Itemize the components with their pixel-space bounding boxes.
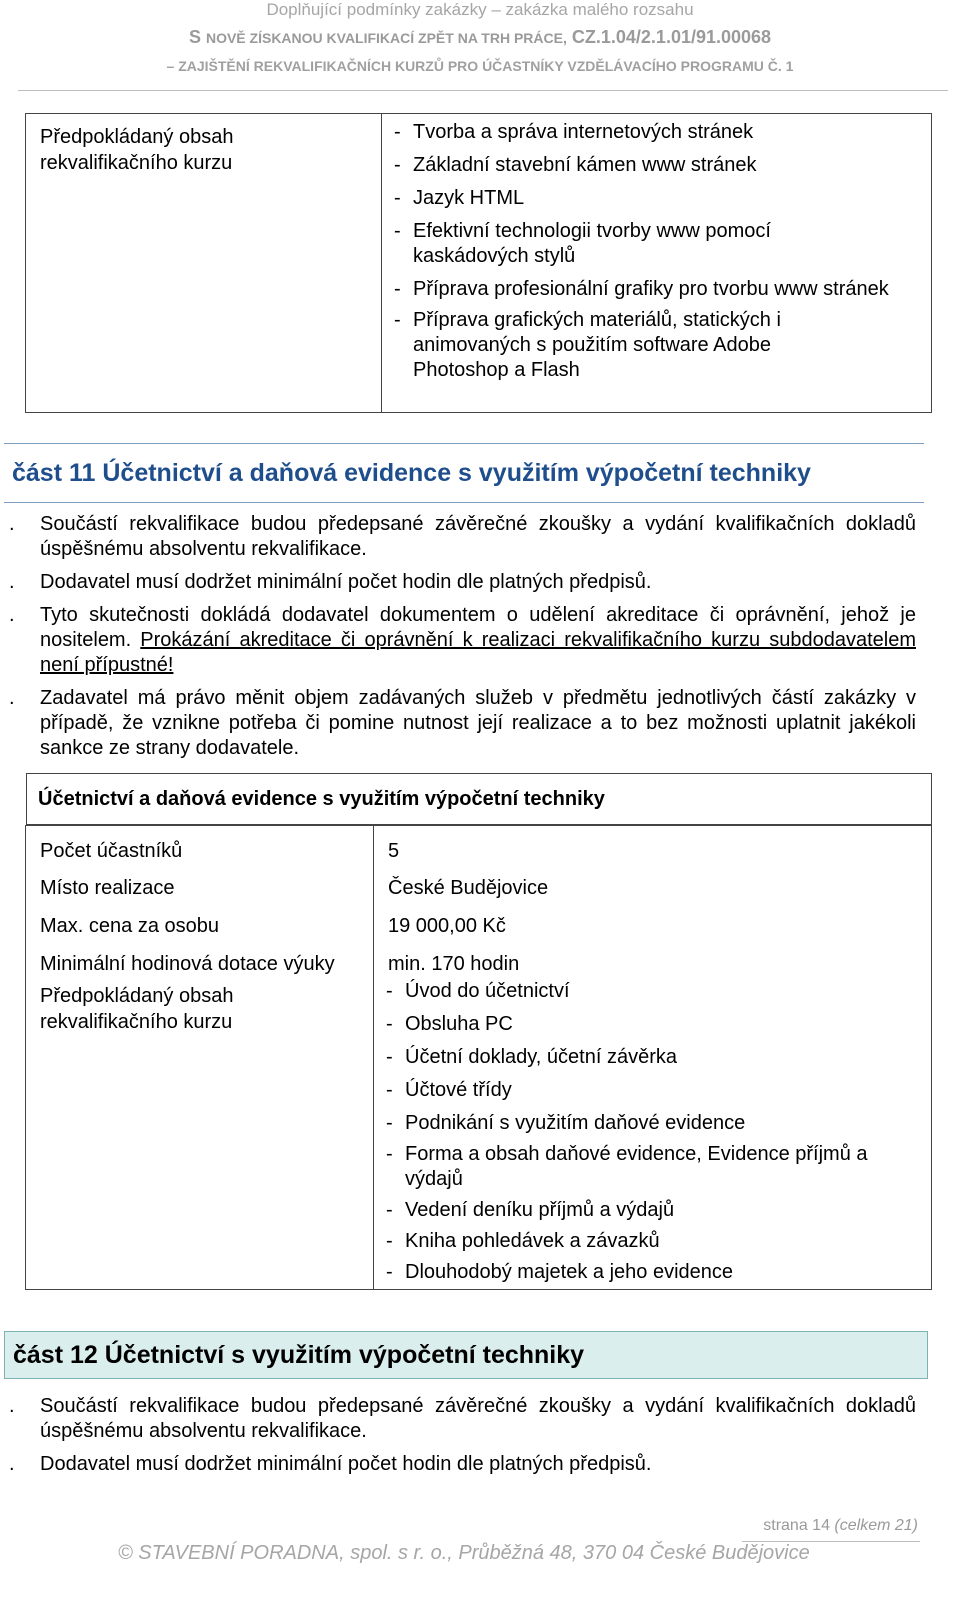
- project-prefix: S: [188, 27, 201, 47]
- list-item: - Dlouhodobý majetek a jeho evidence: [376, 1260, 925, 1285]
- list-item: - Základní stavební kámen www stránek: [384, 153, 925, 178]
- page-number: [763, 1517, 918, 1535]
- list-item: - Účetní doklady, účetní závěrka: [376, 1045, 925, 1070]
- content-list-cell: [374, 978, 932, 1290]
- course-name-box: Účetnictví a daňová evidence s využitím výpočetní techniky: [26, 773, 932, 825]
- part12-paragraph-2: . Dodavatel musí dodržet minimální počet hodin dle platných předpisů.: [40, 1452, 916, 1477]
- part11-paragraph-3: [40, 603, 916, 678]
- project-code: CZ.1.04/2.1.01/91.00068: [571, 27, 772, 47]
- page-total: (celkem 21): [834, 1517, 918, 1534]
- list-item: - Podnikání s využitím daňové evidence: [376, 1111, 925, 1136]
- part11-paragraph-1: . Součástí rekvalifikace budou předepsané závěrečné zkoušky a vydání kvalifikačních dokladů úspěšnému absolventu rekvalifikace.: [40, 512, 916, 562]
- list-item: - Vedení deníku příjmů a výdajů: [376, 1198, 925, 1223]
- part11-heading: část 11 Účetnictví a daňová evidence s využitím výpočetní techniky: [4, 443, 924, 503]
- location-value: České Budějovice: [374, 864, 932, 902]
- part12-paragraph-1: . Součástí rekvalifikace budou předepsané závěrečné zkoušky a vydání kvalifikačních dokladů úspěšnému absolventu rekvalifikace.: [40, 1394, 916, 1444]
- part12-heading: část 12 Účetnictví s využitím výpočetní techniky: [4, 1331, 928, 1379]
- project-name: [0, 27, 960, 48]
- top-content-list-cell: [382, 114, 932, 413]
- paragraph-text: Tyto skutečnosti dokládá dodavatel dokumentem o udělení akreditace či oprávnění, jehož je nositelem.: [40, 604, 916, 651]
- price-label: Max. cena za osobu: [26, 902, 374, 940]
- paragraph-underlined-text: Prokázání akreditace či oprávnění k realizaci rekvalifikačního kurzu subdodavatelem není přípustné!: [40, 629, 916, 676]
- page-current: strana 14: [763, 1517, 830, 1534]
- list-item: - Kniha pohledávek a závazků: [376, 1229, 925, 1254]
- part11-paragraph-4: . Zadavatel má právo měnit objem zadávaných služeb v předmětu jednotlivých částí zakázky v případě, že vznikne potřeba či pomine nutnost její realizace a to bez možnosti uplatnit jakékoli sankce ze strany dodavatele.: [40, 686, 916, 761]
- header-divider: [18, 90, 948, 91]
- list-item: - Obsluha PC: [376, 1012, 925, 1037]
- list-item: - Tvorba a správa internetových stránek: [384, 120, 925, 145]
- top-content-list: [384, 120, 925, 383]
- part11-paragraph-2: . Dodavatel musí dodržet minimální počet hodin dle platných předpisů.: [40, 570, 916, 595]
- hours-value: min. 170 hodin: [374, 940, 932, 978]
- footer-company: © STAVEBNÍ PORADNA, spol. s r. o., Průběžná 48, 370 04 České Budějovice: [118, 1542, 810, 1564]
- list-item: - Jazyk HTML: [384, 186, 925, 211]
- location-label: Místo realizace: [26, 864, 374, 902]
- price-value: 19 000,00 Kč: [374, 902, 932, 940]
- course-details-table: [25, 825, 932, 1290]
- participants-label: Počet účastníků: [26, 826, 374, 865]
- list-item: - Příprava profesionální grafiky pro tvorbu www stránek: [384, 277, 893, 302]
- project-name-text: NOVĚ ZÍSKANOU KVALIFIKACÍ ZPĚT NA TRH PRÁCE,: [205, 30, 567, 46]
- document-title: Doplňující podmínky zakázky – zakázka malého rozsahu: [266, 0, 694, 19]
- list-item: - Úvod do účetnictví: [376, 979, 925, 1004]
- hours-label: Minimální hodinová dotace výuky: [26, 940, 374, 978]
- list-item: - Účtové třídy: [376, 1078, 925, 1103]
- list-item: - Forma a obsah daňové evidence, Evidence příjmů a výdajů: [376, 1142, 925, 1192]
- document-subtitle: – ZAJIŠTĚNÍ REKVALIFIKAČNÍCH KURZŮ PRO ÚČASTNÍKY VZDĚLÁVACÍHO PROGRAMU Č. 1: [166, 58, 794, 74]
- top-content-table: [25, 113, 932, 413]
- content-list: [376, 979, 925, 1285]
- top-content-label: Předpokládaný obsah rekvalifikačního kurzu: [26, 114, 382, 413]
- list-item: - Efektivní technologii tvorby www pomocí kaskádových stylů: [384, 219, 833, 269]
- participants-value: 5: [374, 826, 932, 865]
- content-label: Předpokládaný obsah rekvalifikačního kurzu: [26, 978, 374, 1290]
- list-item: - Příprava grafických materiálů, statických i animovaných s použitím software Adobe Photoshop a Flash: [384, 308, 853, 383]
